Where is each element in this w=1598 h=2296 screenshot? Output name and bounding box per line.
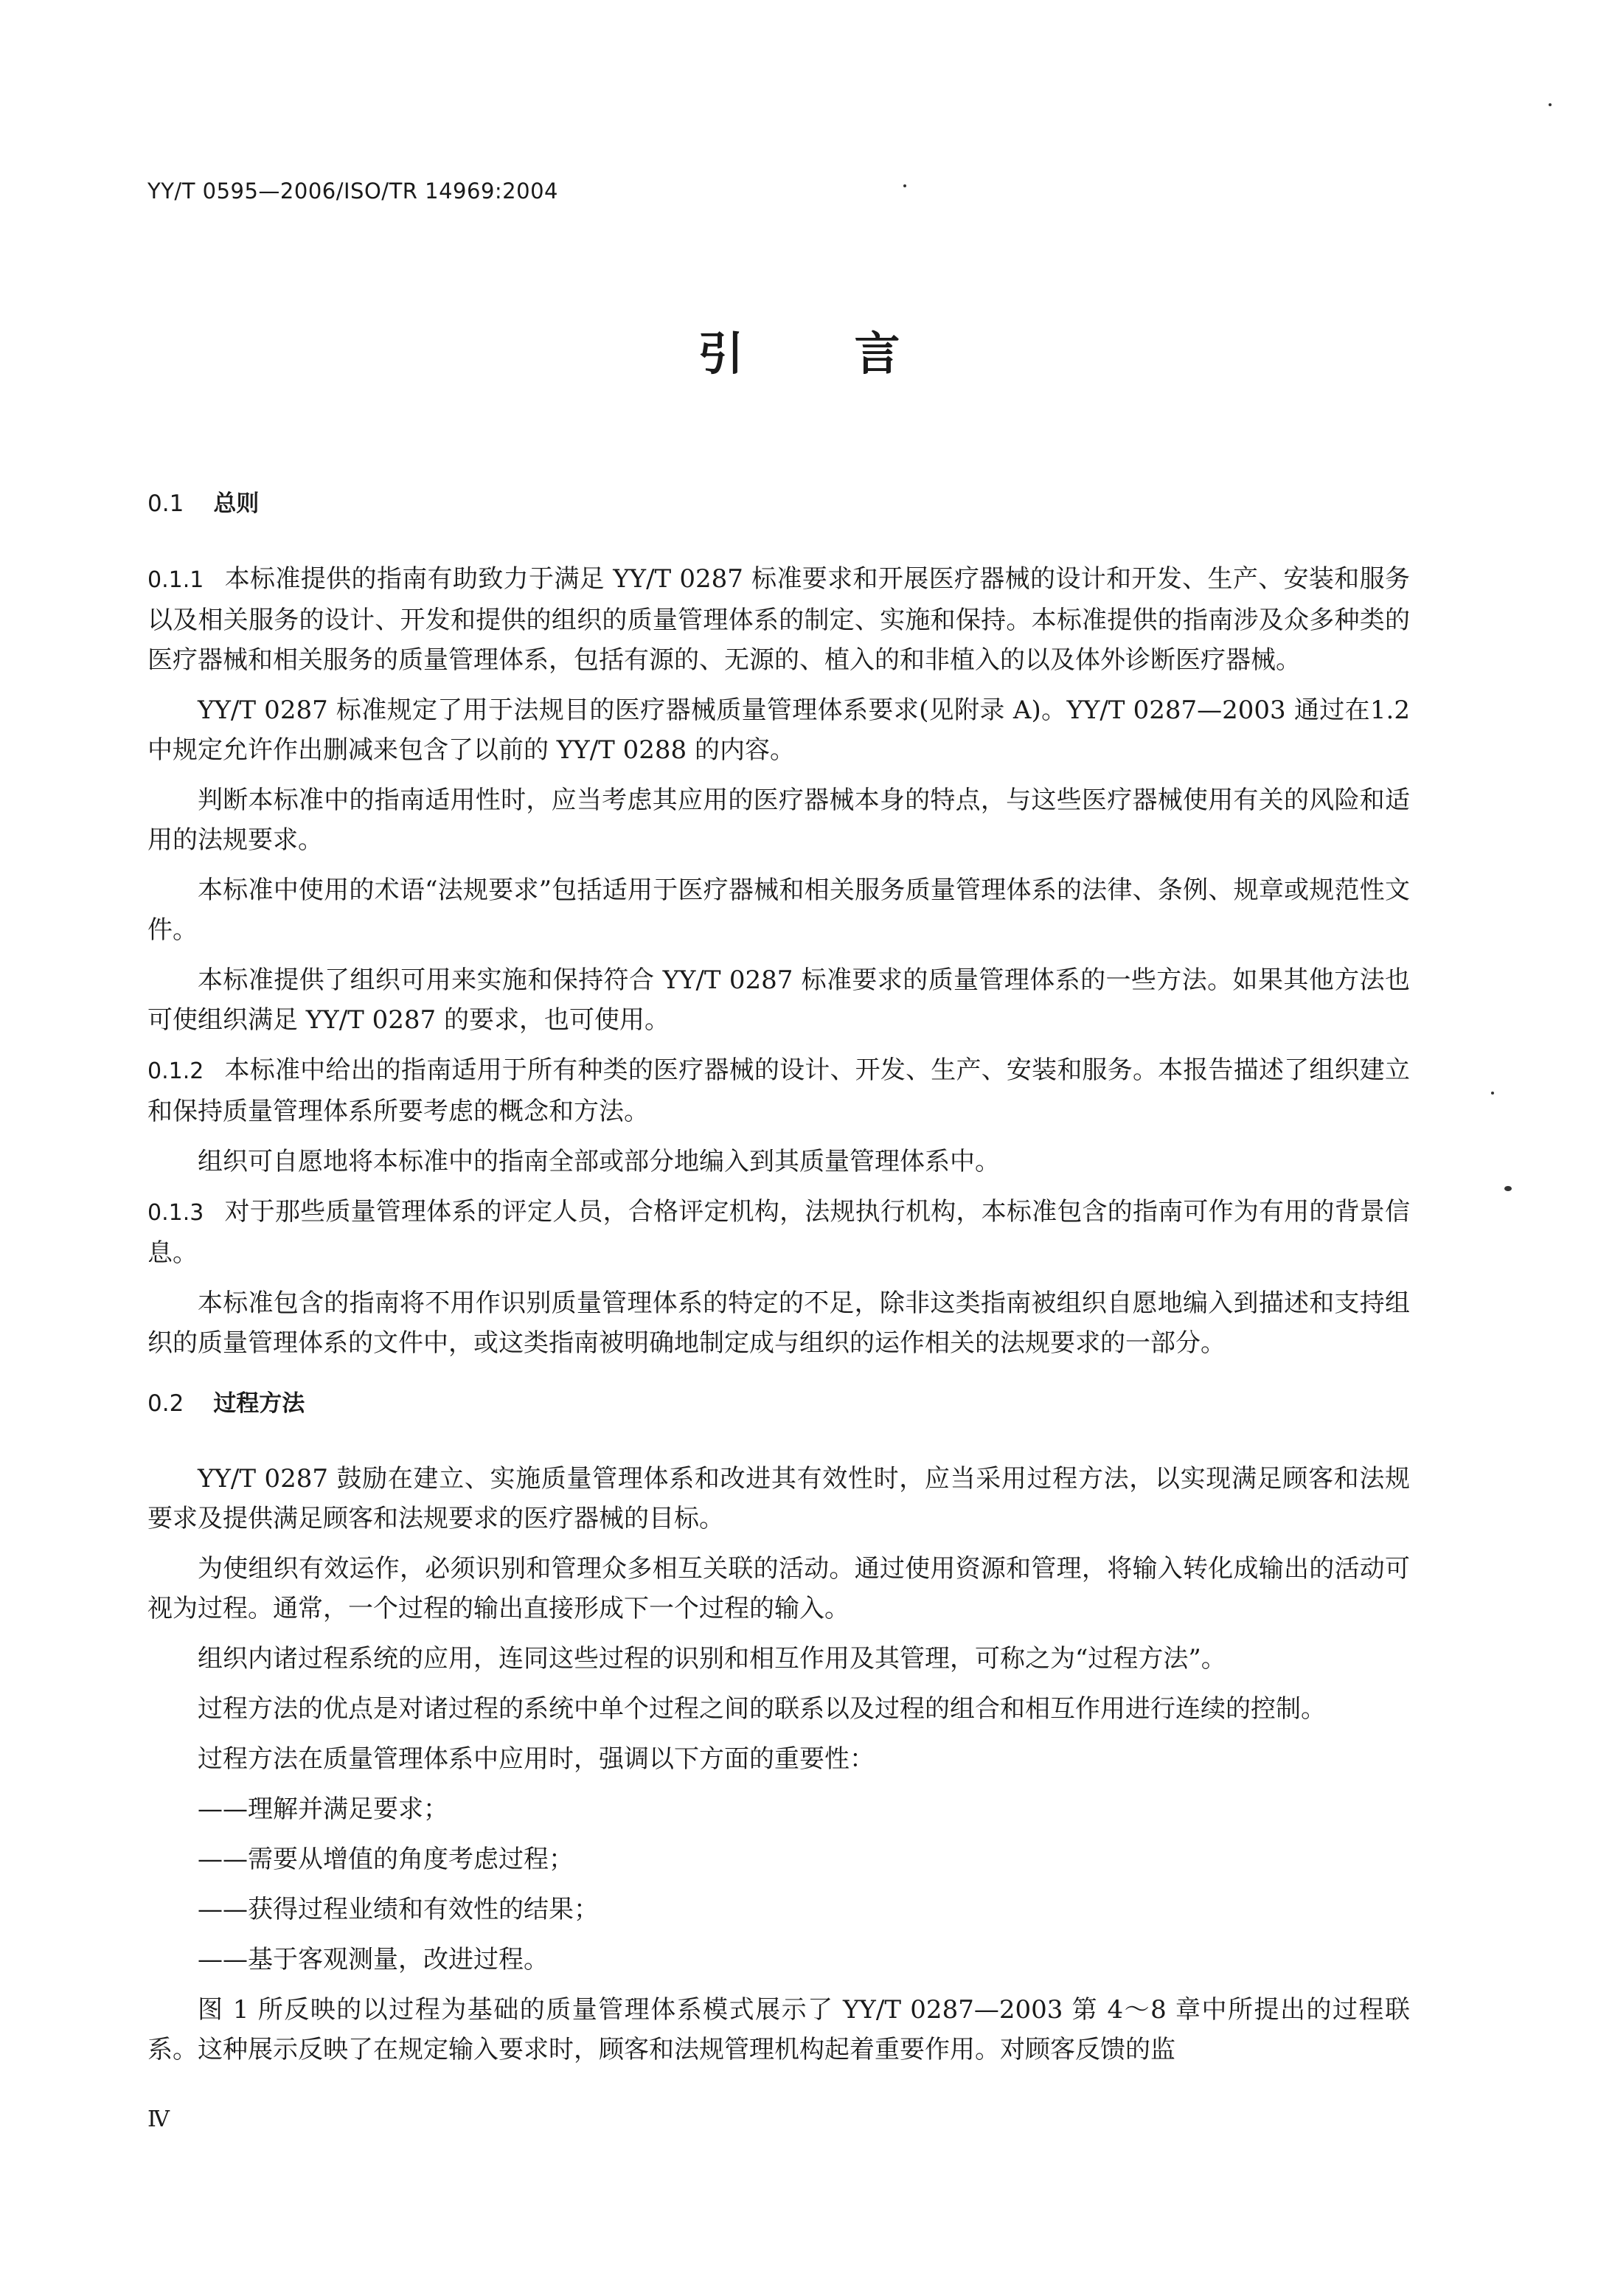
paragraph xyxy=(147,1050,1410,1131)
page-number: Ⅳ xyxy=(147,2106,170,2132)
section-title: 总则 xyxy=(213,490,260,517)
paragraph: YY/T 0287 鼓励在建立、实施质量管理体系和改进其有效性时，应当采用过程方法，以实现满足顾客和法规要求及提供满足顾客和法规要求的医疗器械的目标。 xyxy=(147,1464,1410,1533)
paragraph: 组织内诸过程系统的应用，连同这些过程的识别和相互作用及其管理，可称之为“过程方法”。 xyxy=(198,1644,1226,1674)
section-number: 0.1 xyxy=(147,490,184,517)
paragraph: 过程方法在质量管理体系中应用时，强调以下方面的重要性： xyxy=(198,1744,875,1774)
paragraph: 本标准提供了组织可用来实施和保持符合 YY/T 0287 标准要求的质量管理体系的一些方法。如果其他方法也可使组织满足 YY/T 0287 的要求，也可使用。 xyxy=(147,965,1410,1035)
paragraph: 本标准中使用的术语“法规要求”包括适用于医疗器械和相关服务质量管理体系的法律、条例、规章或规范性文件。 xyxy=(147,875,1410,945)
standard-code-header: YY/T 0595—2006/ISO/TR 14969:2004 xyxy=(147,178,558,204)
scan-speck xyxy=(1549,103,1552,106)
page-title: 引言 xyxy=(698,327,1011,381)
paragraph xyxy=(147,559,1410,680)
clause-number: 0.1.1 xyxy=(147,567,204,593)
section-heading-general xyxy=(147,484,1410,524)
paragraph: 本标准包含的指南将不用作识别质量管理体系的特定的不足，除非这类指南被组织自愿地编入到描述和支持组织的质量管理体系的文件中，或这类指南被明确地制定成与组织的运作相关的法规要求的一部分。 xyxy=(147,1289,1410,1358)
paragraph-text: 对于那些质量管理体系的评定人员，合格评定机构，法规执行机构，本标准包含的指南可作为有用的背景信息。 xyxy=(147,1197,1410,1268)
clause-number: 0.1.2 xyxy=(147,1058,204,1084)
paragraph-text: 本标准提供的指南有助致力于满足 YY/T 0287 标准要求和开展医疗器械的设计和开发、生产、安装和服务以及相关服务的设计、开发和提供的组织的质量管理体系的制定、实施和保持。本标准提供的指南涉及众多种类的医疗器械和相关服务的质量管理体系，包括有源的、无源的、植入的和非植入的以及体外诊断医疗器械。 xyxy=(147,564,1410,675)
list-item: ——理解并满足要求； xyxy=(198,1794,448,1824)
section-title: 过程方法 xyxy=(213,1390,305,1417)
paragraph xyxy=(147,1192,1410,1273)
scan-speck xyxy=(1504,1186,1512,1191)
scan-speck xyxy=(903,184,906,187)
clause-number: 0.1.3 xyxy=(147,1200,204,1226)
scan-speck xyxy=(1491,1092,1494,1095)
paragraph: YY/T 0287 标准规定了用于法规目的医疗器械质量管理体系要求(见附录 A)。YY/T 0287—2003 通过在1.2 中规定允许作出删减来包含了以前的 YY/T 0288 的内容。 xyxy=(147,696,1410,765)
list-item: ——需要从增值的角度考虑过程； xyxy=(198,1845,574,1874)
list-item: ——基于客观测量，改进过程。 xyxy=(198,1945,549,1974)
paragraph: 过程方法的优点是对诸过程的系统中单个过程之间的联系以及过程的组合和相互作用进行连续的控制。 xyxy=(198,1694,1326,1724)
paragraph: 判断本标准中的指南适用性时，应当考虑其应用的医疗器械本身的特点，与这些医疗器械使用有关的风险和适用的法规要求。 xyxy=(147,785,1410,855)
paragraph: 为使组织有效运作，必须识别和管理众多相互关联的活动。通过使用资源和管理，将输入转化成输出的活动可视为过程。通常，一个过程的输出直接形成下一个过程的输入。 xyxy=(147,1554,1410,1623)
document-body xyxy=(147,484,1410,2080)
section-heading-process-approach xyxy=(147,1384,1410,1423)
paragraph: 组织可自愿地将本标准中的指南全部或部分地编入到其质量管理体系中。 xyxy=(198,1147,1000,1176)
paragraph-text: 本标准中给出的指南适用于所有种类的医疗器械的设计、开发、生产、安装和服务。本报告描述了组织建立和保持质量管理体系所要考虑的概念和方法。 xyxy=(147,1055,1410,1126)
section-number: 0.2 xyxy=(147,1390,184,1417)
paragraph: 图 1 所反映的以过程为基础的质量管理体系模式展示了 YY/T 0287—2003 第 4～8 章中所提出的过程联系。这种展示反映了在规定输入要求时，顾客和法规管理机构起着重要作用。对顾客反馈的监 xyxy=(147,1995,1410,2064)
list-item: ——获得过程业绩和有效性的结果； xyxy=(198,1895,599,1924)
